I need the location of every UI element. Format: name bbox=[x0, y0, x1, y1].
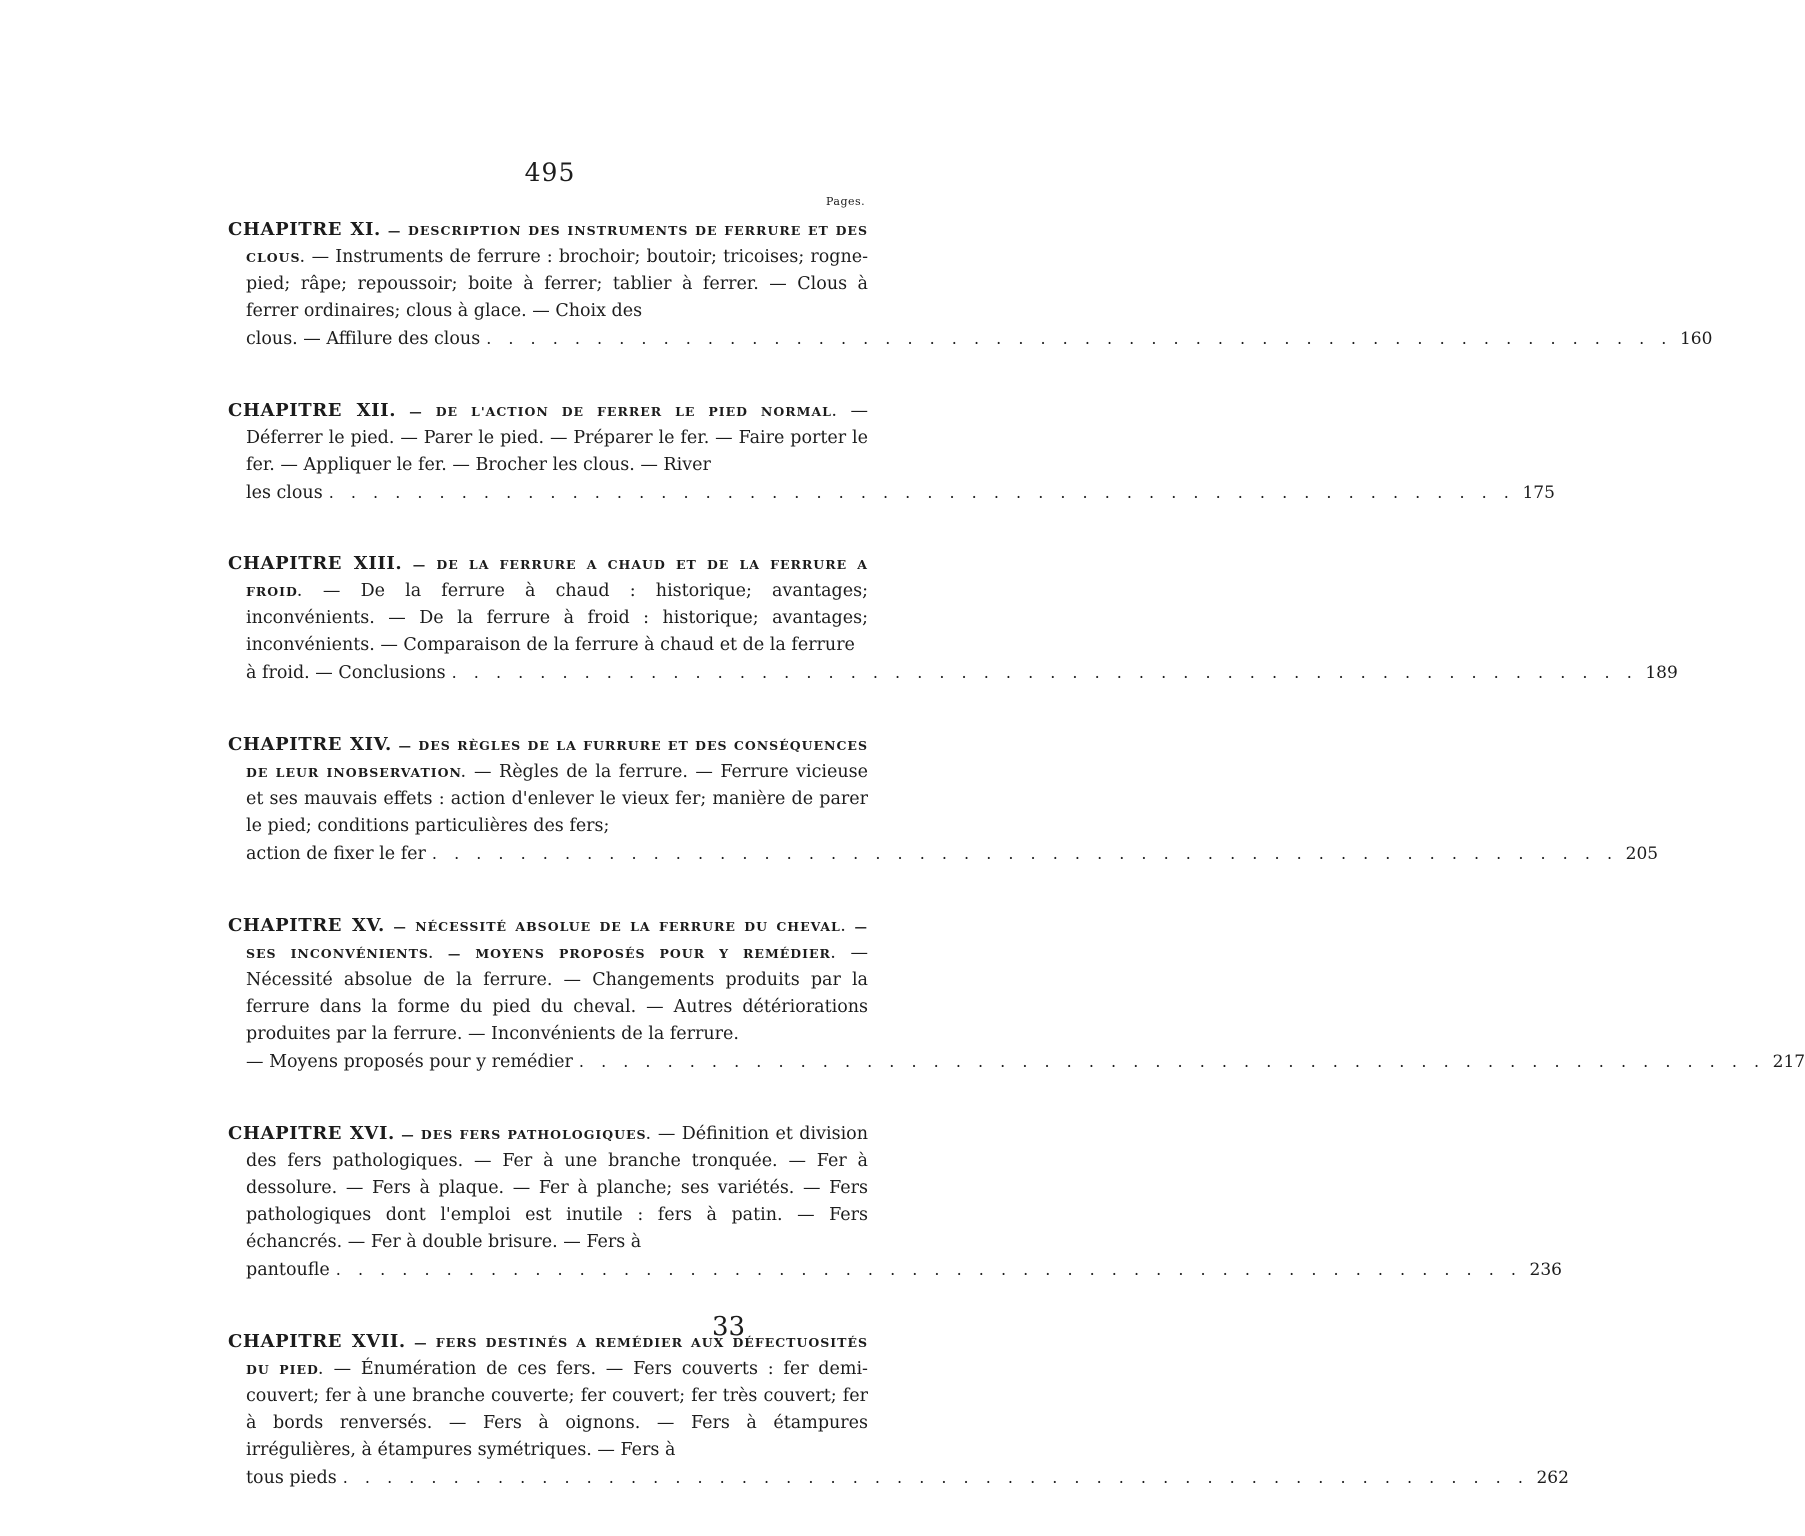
chapter-summary: — De la ferrure à chaud : historique; avantages; inconvénients. — De la ferrure à froid : historique; avantages; inconvénients. — Comparaison de la ferrure à chaud et de la ferrure bbox=[246, 581, 868, 655]
toc-entry-last-line bbox=[228, 325, 1713, 353]
chapter-number: CHAPITRE XVI. bbox=[228, 1123, 395, 1144]
page-reference: 217 bbox=[1772, 1052, 1805, 1072]
dot-leader: . . . . . . . . . . . . . . . . . . . . . . . . . . . . . . . . . . . . . . . . . . . . . . . . . . . . . . bbox=[335, 1260, 1522, 1279]
chapter-summary: — Instruments de ferrure : brochoir; boutoir; tricoises; rogne-pied; râpe; repoussoir; boite à ferrer; tablier à ferrer. — Clous à ferrer ordinaires; clous à glace. — Choix des bbox=[246, 247, 868, 321]
toc-entry-chapitre-xi bbox=[228, 216, 1713, 353]
chapter-summary-end: pantoufle bbox=[246, 1260, 330, 1280]
toc-entry-last-line bbox=[228, 1256, 1562, 1284]
toc-entry-text bbox=[228, 1328, 868, 1464]
toc-entry-text bbox=[228, 397, 868, 479]
page-reference: 160 bbox=[1679, 329, 1713, 349]
page-reference: 189 bbox=[1645, 663, 1678, 683]
chapter-title: — NÉCESSITÉ ABSOLUE DE LA FERRURE DU CHEVAL. — SES INCONVÉNIENTS. — MOYENS PROPOSÉS POUR Y REMÉDIER. bbox=[246, 919, 868, 961]
chapter-summary: — Définition et division des fers pathologiques. — Fer à une branche tronquée. — Fer à dessolure. — Fers à plaque. — Fer à planche; ses variétés. — Fers pathologiques dont l'emploi est inutile : fers à patin. — Fers échancrés. — Fer à double brisure. — Fers à bbox=[246, 1124, 868, 1252]
toc-entry-text bbox=[228, 912, 868, 1048]
toc-entry-last-line bbox=[228, 840, 1659, 868]
dot-leader: . . . . . . . . . . . . . . . . . . . . . . . . . . . . . . . . . . . . . . . . . . . . . . . . . . . . . . bbox=[342, 1468, 1529, 1487]
pages-column-label: Pages. bbox=[826, 195, 866, 208]
toc-entry-last-line bbox=[228, 1464, 1569, 1492]
page-reference: 175 bbox=[1522, 483, 1555, 503]
toc-entry-chapitre-xvi bbox=[228, 1120, 1562, 1284]
dot-leader: . . . . . . . . . . . . . . . . . . . . . . . . . . . . . . . . . . . . . . . . . . . . . . . . . . . . . . bbox=[328, 483, 1515, 502]
page-number: 495 bbox=[524, 158, 576, 187]
chapter-number: CHAPITRE XVII. bbox=[228, 1331, 406, 1352]
dot-leader: . . . . . . . . . . . . . . . . . . . . . . . . . . . . . . . . . . . . . . . . . . . . . . . . . . . . . . bbox=[578, 1052, 1766, 1071]
chapter-summary: — Déferrer le pied. — Parer le pied. — Préparer le fer. — Faire porter le fer. — Appliquer le fer. — Brocher les clous. — River bbox=[246, 401, 868, 475]
chapter-summary-end: — Moyens proposés pour y remédier bbox=[246, 1052, 573, 1072]
dot-leader: . . . . . . . . . . . . . . . . . . . . . . . . . . . . . . . . . . . . . . . . . . . . . . . . . . . . . . bbox=[451, 663, 1638, 682]
toc-entry-chapitre-xii bbox=[228, 397, 1555, 507]
chapter-summary: — Règles de la ferrure. — Ferrure vicieuse et ses mauvais effets : action d'enlever le vieux fer; manière de parer le pied; conditions particulières des fers; bbox=[246, 762, 868, 836]
dot-leader: . . . . . . . . . . . . . . . . . . . . . . . . . . . . . . . . . . . . . . . . . . . . . . . . . . . . . . bbox=[431, 844, 1619, 863]
toc-entry-text bbox=[228, 731, 868, 840]
chapter-title: — DESCRIPTION DES INSTRUMENTS DE FERRURE ET DES CLOUS. bbox=[246, 223, 868, 265]
dot-leader: . . . . . . . . . . . . . . . . . . . . . . . . . . . . . . . . . . . . . . . . . . . . . . . . . . . . . . bbox=[486, 329, 1673, 348]
table-of-contents bbox=[228, 216, 1805, 1536]
chapter-number: CHAPITRE XV. bbox=[228, 915, 385, 936]
signature-mark: 33 bbox=[712, 1312, 746, 1342]
chapter-title: — FERS DESTINÉS A REMÉDIER AUX DÉFECTUOSITÉS DU PIED. bbox=[246, 1335, 868, 1377]
toc-entry-chapitre-xiv bbox=[228, 731, 1659, 868]
chapter-title: — DES RÈGLES DE LA FURRURE ET DES CONSÉQUENCES DE LEUR INOBSERVATION. bbox=[246, 738, 868, 780]
toc-entry-chapitre-xvii bbox=[228, 1328, 1569, 1492]
chapter-title: — DE LA FERRURE A CHAUD ET DE LA FERRURE A FROID. bbox=[246, 557, 868, 599]
toc-entry-text bbox=[228, 216, 868, 325]
chapter-number: CHAPITRE XIV. bbox=[228, 734, 392, 755]
page-reference: 236 bbox=[1529, 1260, 1562, 1280]
chapter-number: CHAPITRE XII. bbox=[228, 400, 397, 421]
toc-entry-last-line bbox=[228, 479, 1555, 507]
toc-entry-chapitre-xiii bbox=[228, 550, 1678, 687]
toc-entry-chapitre-xv bbox=[228, 912, 1805, 1076]
chapter-summary-end: à froid. — Conclusions bbox=[246, 663, 446, 683]
chapter-summary: — Énumération de ces fers. — Fers couverts : fer demi-couvert; fer à une branche couverte; fer couvert; fer très couvert; fer à bords renversés. — Fers à oignons. — Fers à étampures irrégulières, à étampures symétriques. — Fers à bbox=[246, 1359, 868, 1460]
page-reference: 205 bbox=[1625, 844, 1659, 864]
chapter-summary: — Nécessité absolue de la ferrure. — Changements produits par la ferrure dans la forme du pied du cheval. — Autres détériorations produites par la ferrure. — Inconvénients de la ferrure. bbox=[246, 943, 868, 1044]
chapter-summary-end: action de fixer le fer bbox=[246, 844, 426, 864]
chapter-number: CHAPITRE XI. bbox=[228, 219, 381, 240]
chapter-number: CHAPITRE XIII. bbox=[228, 553, 403, 574]
toc-entry-last-line bbox=[228, 1048, 1805, 1076]
toc-entry-text bbox=[228, 550, 868, 659]
chapter-summary-end: les clous bbox=[246, 483, 323, 503]
chapter-summary-end: tous pieds bbox=[246, 1468, 337, 1488]
toc-entry-last-line bbox=[228, 659, 1678, 687]
chapter-title: — DES FERS PATHOLOGIQUES. bbox=[401, 1127, 652, 1142]
chapter-title: — DE L'ACTION DE FERRER LE PIED NORMAL. bbox=[409, 404, 838, 419]
page-reference: 262 bbox=[1536, 1468, 1569, 1488]
toc-entry-text bbox=[228, 1120, 868, 1256]
chapter-summary-end: clous. — Affilure des clous bbox=[246, 329, 481, 349]
